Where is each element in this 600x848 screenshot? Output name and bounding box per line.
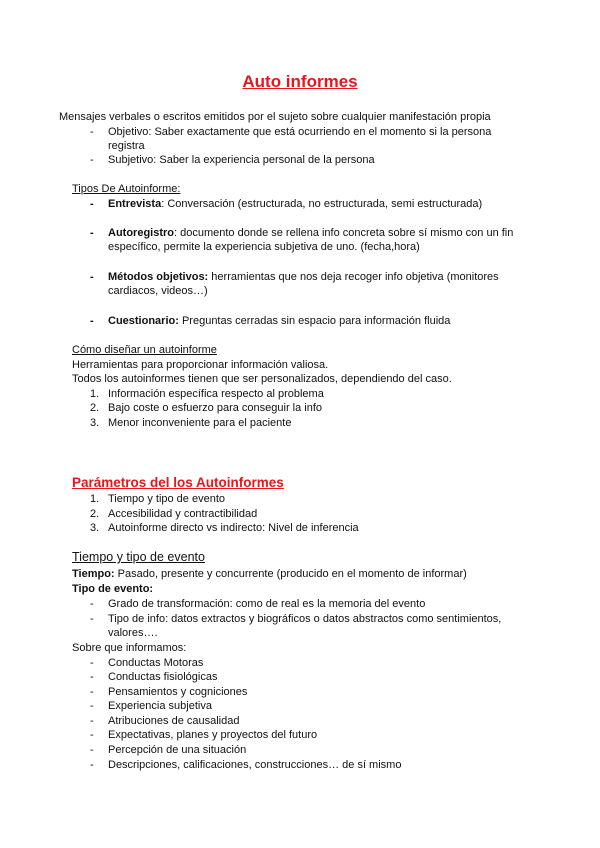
list-number: 1. (90, 493, 100, 505)
intro-item-objetivo: Objetivo: Saber exactamente que está ocurriendo en el momento si la persona (108, 126, 492, 138)
tipo-autoregistro-cont: específico, permite la experiencia subjetiva de uno. (fecha,hora) (108, 241, 420, 253)
sobre-item: Atribuciones de causalidad (108, 715, 240, 727)
tipo-autoregistro (108, 226, 513, 241)
tiempo-label: Tiempo: (72, 568, 115, 580)
tipo-label: Cuestionario: (108, 315, 179, 327)
list-number: 3. (90, 522, 100, 534)
bullet-dash: - (90, 198, 94, 210)
bullet-dash: - (90, 657, 94, 669)
disenar-line1: Herramientas para proporcionar información valiosa. (72, 359, 329, 371)
tiempo-heading: Tiempo y tipo de evento (72, 550, 205, 564)
tipo-desc: herramientas que nos deja recoger info objetiva (monitores (208, 271, 499, 283)
bullet-dash: - (90, 671, 94, 683)
disenar-line2: Todos los autoinformes tienen que ser personalizados, dependiendo del caso. (72, 373, 452, 385)
sobre-item: Percepción de una situación (108, 744, 247, 756)
parametros-item: Autoinforme directo vs indirecto: Nivel de inferencia (108, 522, 359, 534)
list-number: 3. (90, 417, 100, 429)
list-number: 2. (90, 402, 100, 414)
disenar-item: Menor inconveniente para el paciente (108, 417, 292, 429)
sobre-item: Expectativas, planes y proyectos del futuro (108, 729, 318, 741)
parametros-item: Tiempo y tipo de evento (108, 493, 225, 505)
tipo-desc: : documento donde se rellena info concreta sobre sí mismo con un fin (174, 227, 514, 239)
list-number: 1. (90, 388, 100, 400)
list-number: 2. (90, 508, 100, 520)
parametros-heading: Parámetros del los Autoinformes (72, 475, 284, 490)
page-title: Auto informes (242, 72, 358, 91)
tipo-label: Métodos objetivos: (108, 271, 209, 283)
bullet-dash: - (90, 613, 94, 625)
sobre-item: Pensamientos y cogniciones (108, 686, 248, 698)
disenar-heading: Cómo diseñar un autoinforme (72, 344, 217, 356)
tipos-heading: Tipos De Autoinforme: (72, 183, 181, 195)
bullet-dash: - (90, 759, 94, 771)
sobre-item: Conductas Motoras (108, 657, 204, 669)
tipo-evento-item-cont: valores…. (108, 627, 158, 639)
tiempo-line (72, 567, 467, 582)
tipo-evento-label: Tipo de evento: (72, 583, 154, 595)
bullet-dash: - (90, 744, 94, 756)
sobre-item: Experiencia subjetiva (108, 700, 212, 712)
bullet-dash: - (90, 154, 94, 166)
tipo-label: Autoregistro (108, 227, 174, 239)
tipo-desc: : Conversación (estructurada, no estructurada, semi estructurada) (161, 198, 483, 210)
tipo-evento-item: Tipo de info: datos extractos y biográficos o datos abstractos como sentimientos, (108, 613, 502, 625)
parametros-item: Accesibilidad y contractibilidad (108, 508, 258, 520)
bullet-dash: - (90, 686, 94, 698)
intro-item-subjetivo: Subjetivo: Saber la experiencia personal de la persona (108, 154, 375, 166)
tipo-cuestionario (108, 314, 450, 329)
bullet-dash: - (90, 315, 94, 327)
tiempo-text: Pasado, presente y concurrente (producido en el momento de informar) (114, 568, 467, 580)
tipo-entrevista (108, 197, 482, 212)
tipo-evento-item: Grado de transformación: como de real es la memoria del evento (108, 598, 426, 610)
disenar-item: Bajo coste o esfuerzo para conseguir la info (108, 402, 323, 414)
tipo-metodos-cont: cardiacos, videos…) (108, 285, 208, 297)
sobre-heading: Sobre que informamos: (72, 642, 187, 654)
intro-text: Mensajes verbales o escritos emitidos por el sujeto sobre cualquier manifestación propia (59, 111, 491, 123)
disenar-item: Información específica respecto al problema (108, 388, 324, 400)
bullet-dash: - (90, 715, 94, 727)
tipo-desc: Preguntas cerradas sin espacio para información fluida (178, 315, 451, 327)
bullet-dash: - (90, 729, 94, 741)
bullet-dash: - (90, 700, 94, 712)
intro-item-objetivo-cont: registra (108, 140, 145, 152)
bullet-dash: - (90, 271, 94, 283)
sobre-item: Descripciones, calificaciones, construcciones… de sí mismo (108, 759, 402, 771)
bullet-dash: - (90, 227, 94, 239)
tipo-label: Entrevista (108, 198, 162, 210)
bullet-dash: - (90, 126, 94, 138)
bullet-dash: - (90, 598, 94, 610)
sobre-item: Conductas fisiológicas (108, 671, 218, 683)
tipo-metodos-objetivos (108, 270, 499, 285)
